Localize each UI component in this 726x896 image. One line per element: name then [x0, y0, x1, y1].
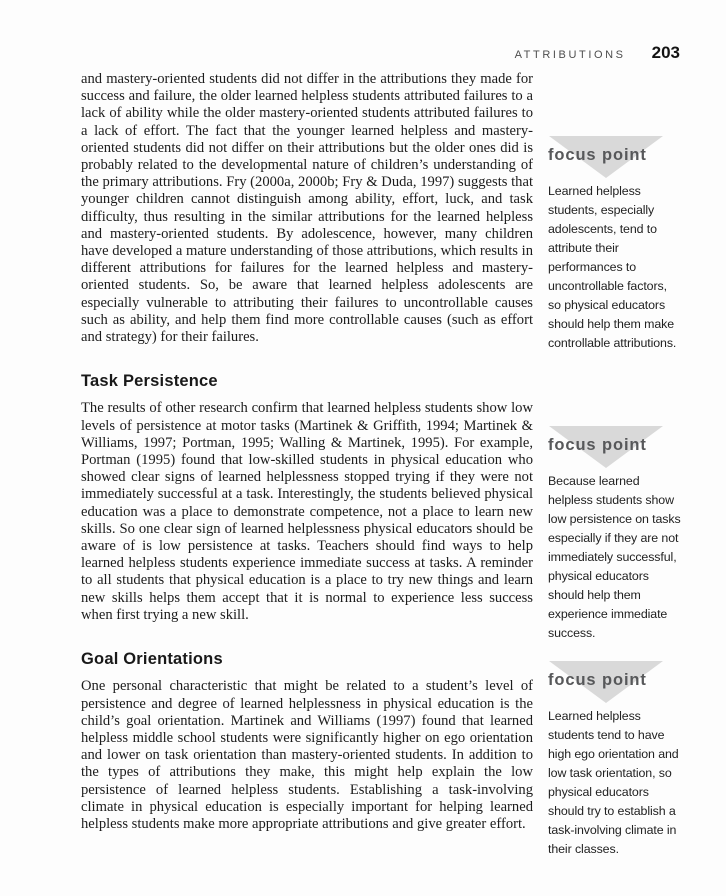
- page-number: 203: [651, 43, 680, 62]
- heading-task-persistence: Task Persistence: [81, 372, 218, 391]
- focus-point-text: Learned helpless students, especially adolescents, tend to attribute their performances to uncontrollable factors, so physical educators should help them make controllable attributions.: [548, 184, 677, 350]
- body-paragraph-attributions: and mastery-oriented students did not differ in the attributions they made for success and failure, the older learned helpless students attributed failures to a lack of ability while the older mastery-oriented students attributed failures to a lack of effort. The fact that the younger learned helpless and mastery-oriented students did not differ on their attributions but the older ones did is probably related to the developmental nature of children’s understanding of the primary attributions. Fry (2000a, 2000b; Fry & Duda, 1997) suggests that younger children cannot distinguish among ability, effort, luck, and task difficulty, thus resulting in the similar attributions for the learned helpless and mastery-oriented students. By adolescence, however, many children have developed a mature understanding of those attributions, which results in different attributions for failures for the learned helpless and mastery-oriented students. So, be aware that learned helpless adolescents are especially vulnerable to attributing their failures to uncontrollable causes such as ability, and help them find more controllable causes (such as effort and strategy) for their failures.: [81, 71, 533, 346]
- focus-point-box-2: [548, 426, 681, 643]
- focus-point-logo: [548, 661, 681, 707]
- focus-point-box-3: [548, 661, 681, 859]
- heading-goal-orientations: Goal Orientations: [81, 650, 223, 669]
- focus-point-label: focus point: [548, 436, 647, 454]
- running-head-title: ATTRIBUTIONS: [514, 49, 626, 61]
- focus-point-text: Learned helpless students tend to have high ego orientation and low task orientation, so physical educators should try to establish a task-involving climate in their classes.: [548, 709, 679, 856]
- main-text-column: [81, 71, 533, 833]
- body-paragraph-task-persistence: The results of other research confirm that learned helpless students show low levels of persistence at motor tasks (Martinek & Griffith, 1994; Martinek & Williams, 1997; Portman, 1995; Walling & Martinek, 1995). For example, Portman (1995) found that low-skilled students in physical education who showed clear signs of learned helplessness stopped trying if they were not immediately successful at a task. Interestingly, the students believed physical education was a place to demonstrate competence, not a place to learn new skills. So one clear sign of learned helplessness physical educators should be aware of is low persistence at tasks. Teachers should find ways to help learned helpless students experience immediate success at tasks. A reminder to all students that physical education is a place to try new things and learn new skills helps them accept that it is normal to experience less success when first trying a new skill.: [81, 400, 533, 623]
- body-paragraph-goal-orientations: One personal characteristic that might be related to a student’s level of persistence and degree of learned helplessness in physical education is the child’s goal orientation. Martinek and Williams (1997) found that learned helpless middle school students were significantly higher on ego orientation and lower on task orientation than mastery-oriented students. In addition to the types of attributions they make, this might help explain the low persistence of learned helpless students. Establishing a task-involving climate in physical education is especially important for helping learned helpless students make more appropriate attributions and give greater effort.: [81, 678, 533, 832]
- running-header: [515, 43, 680, 63]
- focus-point-text: Because learned helpless students show low persistence on tasks especially if they are not immediately successful, physical educators should help them experience immediate success.: [548, 474, 681, 640]
- focus-point-box-1: [548, 136, 681, 353]
- focus-point-logo: [548, 136, 681, 182]
- focus-point-label: focus point: [548, 671, 647, 689]
- focus-point-label: focus point: [548, 146, 647, 164]
- focus-point-logo: [548, 426, 681, 472]
